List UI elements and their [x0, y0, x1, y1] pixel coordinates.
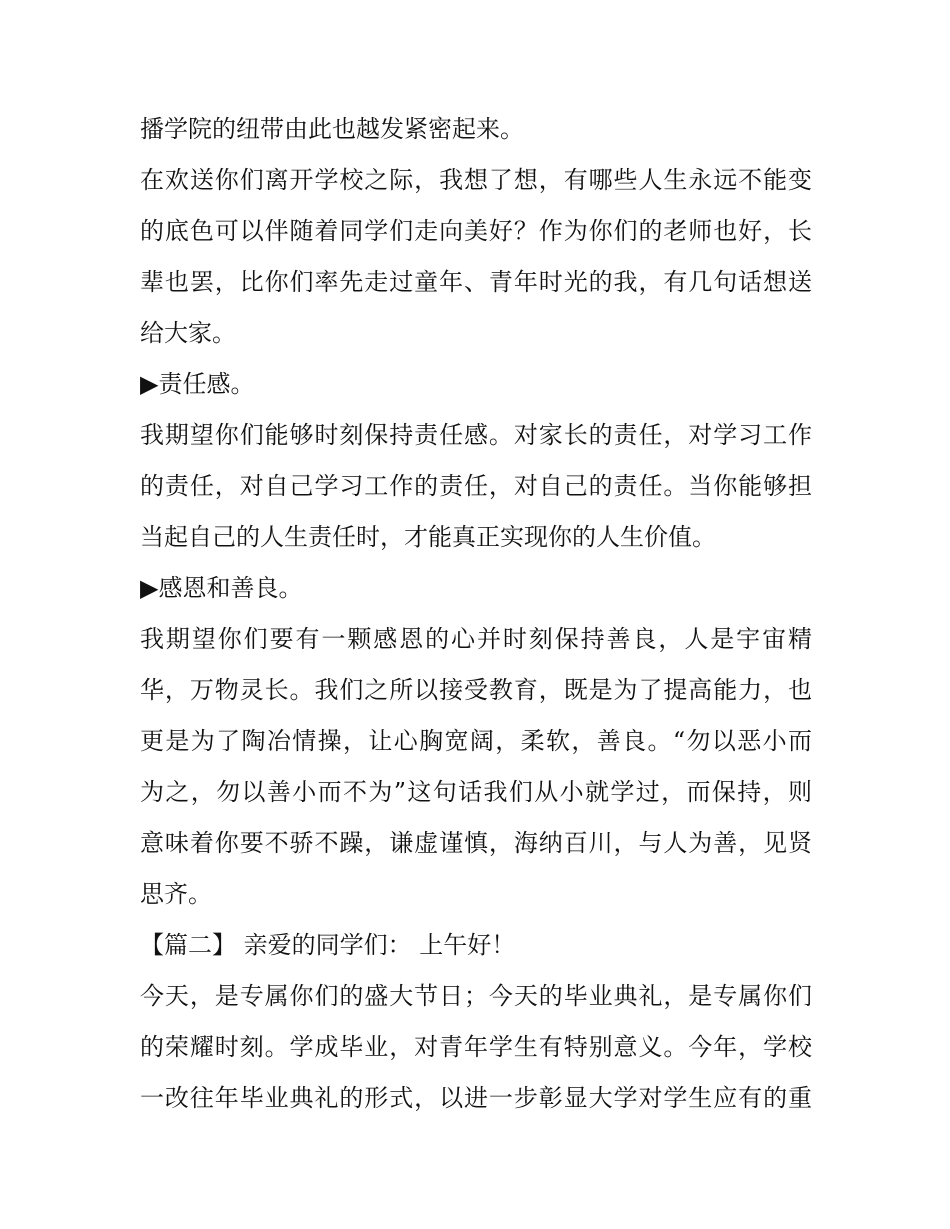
- section-heading-responsibility: ▶责任感。: [140, 370, 255, 398]
- text-line: 一改往年毕业典礼的形式，以进一步彰显大学对学生应有的重: [140, 1084, 812, 1112]
- section-heading-part-two: 【篇二】 亲爱的同学们： 上午好！: [140, 931, 516, 959]
- text-line: 播学院的纽带由此也越发紧密起来。: [140, 115, 524, 143]
- text-line: 我期望你们要有一颗感恩的心并时刻保持善良，人是宇宙精: [140, 625, 812, 653]
- text-line: 辈也罢，比你们率先走过童年、青年时光的我，有几句话想送: [140, 268, 812, 296]
- text-line: 我期望你们能够时刻保持责任感。对家长的责任，对学习工作: [140, 421, 812, 449]
- text-line: 华，万物灵长。我们之所以接受教育，既是为了提高能力，也: [140, 676, 812, 704]
- text-line: 为之，勿以善小而不为”这句话我们从小就学过，而保持，则: [140, 778, 812, 806]
- text-line: 的荣耀时刻。学成毕业，对青年学生有特别意义。今年，学校: [140, 1033, 812, 1061]
- text-line: 当起自己的人生责任时，才能真正实现你的人生价值。: [140, 523, 716, 551]
- text-line: 在欢送你们离开学校之际，我想了想，有哪些人生永远不能变: [140, 166, 812, 194]
- text-line: 今天，是专属你们的盛大节日；今天的毕业典礼，是专属你们: [140, 982, 812, 1010]
- document-body: [140, 104, 812, 1124]
- section-heading-gratitude: ▶感恩和善良。: [140, 574, 303, 602]
- text-line: 更是为了陶冶情操，让心胸宽阔，柔软，善良。“勿以恶小而: [140, 727, 812, 755]
- text-line: 给大家。: [140, 319, 236, 347]
- text-line: 的底色可以伴随着同学们走向美好？作为你们的老师也好，长: [140, 217, 812, 245]
- text-line: 的责任，对自己学习工作的责任，对自己的责任。当你能够担: [140, 472, 812, 500]
- text-line: 意味着你要不骄不躁，谦虚谨慎，海纳百川，与人为善，见贤: [140, 829, 812, 857]
- text-line: 思齐。: [140, 880, 212, 908]
